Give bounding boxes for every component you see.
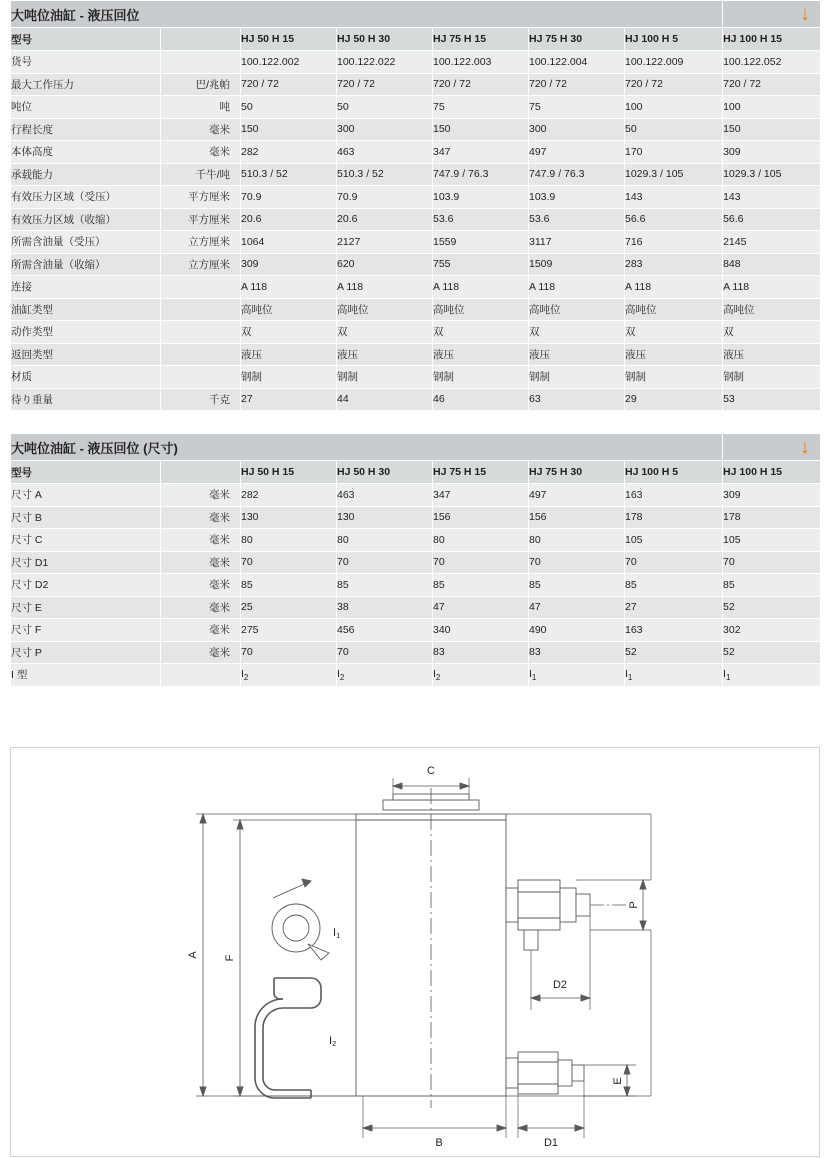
row-value: 1029.3 / 105 bbox=[625, 163, 723, 186]
row-value: 490 bbox=[529, 619, 625, 642]
row-value: 130 bbox=[337, 506, 433, 529]
table2-arrow-cell[interactable] bbox=[723, 434, 821, 461]
row-value: 720 / 72 bbox=[625, 73, 723, 96]
row-unit: 千克 bbox=[161, 388, 241, 411]
row-value: 309 bbox=[241, 253, 337, 276]
row-value: 156 bbox=[529, 506, 625, 529]
row-value: 液压 bbox=[723, 343, 821, 366]
row-value: 38 bbox=[337, 596, 433, 619]
download-arrow-icon[interactable]: ↓ bbox=[800, 435, 811, 458]
dim-label-i1: I1 bbox=[333, 926, 341, 940]
row-value: 25 bbox=[241, 596, 337, 619]
row-value-sub: 1 bbox=[627, 672, 633, 682]
table-row bbox=[11, 664, 821, 687]
row-value: 85 bbox=[337, 574, 433, 597]
row-unit bbox=[161, 51, 241, 74]
row-value: 液压 bbox=[529, 343, 625, 366]
row-label: 有效压力区域（收缩） bbox=[11, 208, 161, 231]
row-unit: 平方厘米 bbox=[161, 208, 241, 231]
row-value: 80 bbox=[433, 529, 529, 552]
row-unit: 毫米 bbox=[161, 529, 241, 552]
table1-header-5: HJ 75 H 30 bbox=[529, 28, 625, 51]
row-value: 53.6 bbox=[529, 208, 625, 231]
row-value: A 118 bbox=[241, 276, 337, 299]
row-value: 105 bbox=[723, 529, 821, 552]
table1-header-1 bbox=[161, 28, 241, 51]
row-value: 100.122.009 bbox=[625, 51, 723, 74]
row-value: 1509 bbox=[529, 253, 625, 276]
row-value: 钢制 bbox=[337, 366, 433, 389]
row-value: 302 bbox=[723, 619, 821, 642]
row-label: 返回类型 bbox=[11, 343, 161, 366]
row-value: 130 bbox=[241, 506, 337, 529]
row-value: 100.122.003 bbox=[433, 51, 529, 74]
table2-header-6: HJ 100 H 5 bbox=[625, 461, 723, 484]
table-row bbox=[11, 506, 821, 529]
row-value: 75 bbox=[529, 96, 625, 119]
row-label: 货号 bbox=[11, 51, 161, 74]
table-row bbox=[11, 276, 821, 299]
spec-table-dimensions bbox=[10, 433, 821, 687]
row-label: 吨位 bbox=[11, 96, 161, 119]
row-value: 高吨位 bbox=[529, 298, 625, 321]
row-value: 150 bbox=[433, 118, 529, 141]
dim-label-d2: D2 bbox=[552, 978, 568, 991]
row-unit bbox=[161, 298, 241, 321]
row-unit bbox=[161, 343, 241, 366]
table1-header-0: 型号 bbox=[11, 28, 161, 51]
row-value: 282 bbox=[241, 141, 337, 164]
row-value: 钢制 bbox=[625, 366, 723, 389]
row-value: 143 bbox=[625, 186, 723, 209]
row-value: 143 bbox=[723, 186, 821, 209]
row-value: 510.3 / 52 bbox=[241, 163, 337, 186]
row-value: 340 bbox=[433, 619, 529, 642]
row-value: 70 bbox=[723, 551, 821, 574]
row-unit: 千牛/吨 bbox=[161, 163, 241, 186]
row-value-sub: 1 bbox=[531, 672, 537, 682]
row-unit bbox=[161, 664, 241, 687]
row-value: 钢制 bbox=[723, 366, 821, 389]
row-label: 尺寸 D1 bbox=[11, 551, 161, 574]
row-value: 85 bbox=[529, 574, 625, 597]
row-value: 75 bbox=[433, 96, 529, 119]
spec-table-main bbox=[10, 0, 821, 411]
row-unit: 毫米 bbox=[161, 506, 241, 529]
table-row bbox=[11, 298, 821, 321]
row-value: 3117 bbox=[529, 231, 625, 254]
row-value: 85 bbox=[625, 574, 723, 597]
table1-header-6: HJ 100 H 5 bbox=[625, 28, 723, 51]
table1-header-2: HJ 50 H 15 bbox=[241, 28, 337, 51]
table-row bbox=[11, 231, 821, 254]
row-value: 103.9 bbox=[529, 186, 625, 209]
table-row bbox=[11, 551, 821, 574]
table-row bbox=[11, 73, 821, 96]
row-value: 347 bbox=[433, 484, 529, 507]
row-value: 70 bbox=[337, 551, 433, 574]
row-value: 275 bbox=[241, 619, 337, 642]
row-value: 463 bbox=[337, 141, 433, 164]
row-value: 463 bbox=[337, 484, 433, 507]
row-value: 80 bbox=[337, 529, 433, 552]
download-arrow-icon[interactable]: ↓ bbox=[800, 2, 811, 25]
row-value: 497 bbox=[529, 484, 625, 507]
row-unit: 立方厘米 bbox=[161, 231, 241, 254]
row-value: 50 bbox=[625, 118, 723, 141]
drawing-gap bbox=[10, 687, 820, 747]
row-unit: 平方厘米 bbox=[161, 186, 241, 209]
row-value: 70 bbox=[529, 551, 625, 574]
row-value: 1029.3 / 105 bbox=[723, 163, 821, 186]
row-unit bbox=[161, 366, 241, 389]
table1-arrow-cell[interactable] bbox=[723, 1, 821, 28]
row-value: 70 bbox=[337, 641, 433, 664]
row-value: 283 bbox=[625, 253, 723, 276]
dim-label-f: F bbox=[224, 954, 236, 961]
row-unit: 吨 bbox=[161, 96, 241, 119]
table1-header-row bbox=[11, 28, 821, 51]
row-value: 103.9 bbox=[433, 186, 529, 209]
row-value: 高吨位 bbox=[241, 298, 337, 321]
technical-drawing bbox=[10, 747, 820, 1157]
row-label: 最大工作压力 bbox=[11, 73, 161, 96]
row-label: 待り重量 bbox=[11, 388, 161, 411]
table2-header-4: HJ 75 H 15 bbox=[433, 461, 529, 484]
table-row bbox=[11, 51, 821, 74]
row-label: 尺寸 A bbox=[11, 484, 161, 507]
row-label: 承载能力 bbox=[11, 163, 161, 186]
table2-header-0: 型号 bbox=[11, 461, 161, 484]
row-value: 755 bbox=[433, 253, 529, 276]
table2-title-row bbox=[11, 434, 821, 461]
row-value: A 118 bbox=[337, 276, 433, 299]
row-value: 70 bbox=[241, 551, 337, 574]
row-value: A 118 bbox=[723, 276, 821, 299]
table-row bbox=[11, 641, 821, 664]
row-value: 178 bbox=[625, 506, 723, 529]
row-value: 105 bbox=[625, 529, 723, 552]
row-value: 85 bbox=[723, 574, 821, 597]
row-value: 80 bbox=[529, 529, 625, 552]
row-value: 309 bbox=[723, 141, 821, 164]
row-value: 1559 bbox=[433, 231, 529, 254]
row-value: 52 bbox=[723, 596, 821, 619]
row-value: 53.6 bbox=[433, 208, 529, 231]
row-value: 100.122.052 bbox=[723, 51, 821, 74]
row-value: 497 bbox=[529, 141, 625, 164]
row-label: 尺寸 E bbox=[11, 596, 161, 619]
row-label: 所需含油量（受压） bbox=[11, 231, 161, 254]
table1-title-row bbox=[11, 1, 821, 28]
dim-label-d1: D1 bbox=[543, 1136, 559, 1149]
row-value: A 118 bbox=[625, 276, 723, 299]
row-value: 20.6 bbox=[241, 208, 337, 231]
table2-header-5: HJ 75 H 30 bbox=[529, 461, 625, 484]
table2-title: 大吨位油缸 - 液压回位 (尺寸) bbox=[11, 434, 723, 461]
row-unit: 立方厘米 bbox=[161, 253, 241, 276]
row-unit: 毫米 bbox=[161, 619, 241, 642]
row-label: 动作类型 bbox=[11, 321, 161, 344]
row-unit: 毫米 bbox=[161, 141, 241, 164]
dim-label-c: C bbox=[427, 764, 435, 777]
row-label: 连接 bbox=[11, 276, 161, 299]
row-unit: 毫米 bbox=[161, 118, 241, 141]
row-value: 510.3 / 52 bbox=[337, 163, 433, 186]
row-label: I 型 bbox=[11, 664, 161, 687]
row-value: 70.9 bbox=[337, 186, 433, 209]
row-value: 100.122.002 bbox=[241, 51, 337, 74]
row-value: 163 bbox=[625, 484, 723, 507]
dim-label-a: A bbox=[187, 950, 199, 959]
row-label: 尺寸 B bbox=[11, 506, 161, 529]
table-row bbox=[11, 343, 821, 366]
row-value: 150 bbox=[723, 118, 821, 141]
row-value: 70 bbox=[241, 641, 337, 664]
row-value: 钢制 bbox=[433, 366, 529, 389]
row-value: 70 bbox=[625, 551, 723, 574]
table-row bbox=[11, 208, 821, 231]
table-row bbox=[11, 96, 821, 119]
row-unit: 毫米 bbox=[161, 596, 241, 619]
row-value: 63 bbox=[529, 388, 625, 411]
row-value: 100 bbox=[625, 96, 723, 119]
row-value-subscript: $I_2$ bbox=[241, 664, 337, 687]
row-value: 2145 bbox=[723, 231, 821, 254]
row-value: 85 bbox=[241, 574, 337, 597]
row-value: 309 bbox=[723, 484, 821, 507]
row-value: 50 bbox=[337, 96, 433, 119]
dim-label-p: P bbox=[628, 900, 640, 909]
table1-header-3: HJ 50 H 30 bbox=[337, 28, 433, 51]
table2-header-3: HJ 50 H 30 bbox=[337, 461, 433, 484]
row-value: 高吨位 bbox=[625, 298, 723, 321]
row-value: 156 bbox=[433, 506, 529, 529]
row-label: 尺寸 P bbox=[11, 641, 161, 664]
row-value: A 118 bbox=[529, 276, 625, 299]
row-value: 720 / 72 bbox=[241, 73, 337, 96]
row-label: 有效压力区域（受压） bbox=[11, 186, 161, 209]
row-value: 50 bbox=[241, 96, 337, 119]
table-row bbox=[11, 388, 821, 411]
row-value: 70 bbox=[433, 551, 529, 574]
row-value: 100.122.022 bbox=[337, 51, 433, 74]
row-label: 尺寸 D2 bbox=[11, 574, 161, 597]
row-value: 钢制 bbox=[241, 366, 337, 389]
row-value: 747.9 / 76.3 bbox=[433, 163, 529, 186]
row-value: 双 bbox=[337, 321, 433, 344]
row-value: 347 bbox=[433, 141, 529, 164]
row-value: 747.9 / 76.3 bbox=[529, 163, 625, 186]
row-value: 20.6 bbox=[337, 208, 433, 231]
row-value: 46 bbox=[433, 388, 529, 411]
row-value: 85 bbox=[433, 574, 529, 597]
row-value: 100.122.004 bbox=[529, 51, 625, 74]
cylinder-drawing-svg bbox=[11, 748, 819, 1156]
row-value: 高吨位 bbox=[433, 298, 529, 321]
row-value: 56.6 bbox=[625, 208, 723, 231]
row-unit bbox=[161, 276, 241, 299]
row-value-subscript: $I_2$ bbox=[433, 664, 529, 687]
table-row bbox=[11, 321, 821, 344]
row-unit: 毫米 bbox=[161, 551, 241, 574]
row-value: 720 / 72 bbox=[433, 73, 529, 96]
row-label: 油缸类型 bbox=[11, 298, 161, 321]
dim-label-b: B bbox=[435, 1136, 443, 1149]
table2-header-1 bbox=[161, 461, 241, 484]
row-value: 液压 bbox=[433, 343, 529, 366]
row-value: 848 bbox=[723, 253, 821, 276]
row-label: 所需含油量（收缩） bbox=[11, 253, 161, 276]
table-row bbox=[11, 141, 821, 164]
row-unit: 毫米 bbox=[161, 574, 241, 597]
table2-header-7: HJ 100 H 15 bbox=[723, 461, 821, 484]
table1-title: 大吨位油缸 - 液压回位 bbox=[11, 1, 723, 28]
row-value-sub: 2 bbox=[339, 672, 345, 682]
row-value-sub: 1 bbox=[725, 672, 731, 682]
row-value: 620 bbox=[337, 253, 433, 276]
row-value: 720 / 72 bbox=[337, 73, 433, 96]
row-value: 47 bbox=[433, 596, 529, 619]
row-value: 53 bbox=[723, 388, 821, 411]
row-value: 高吨位 bbox=[337, 298, 433, 321]
row-value: 液压 bbox=[241, 343, 337, 366]
dim-label-e: E bbox=[612, 1076, 624, 1085]
table-row bbox=[11, 163, 821, 186]
dim-label-i2: I2 bbox=[329, 1034, 337, 1048]
row-label: 尺寸 F bbox=[11, 619, 161, 642]
row-value-subscript: $I_1$ bbox=[723, 664, 821, 687]
row-label: 本体高度 bbox=[11, 141, 161, 164]
table-row bbox=[11, 366, 821, 389]
row-value: 52 bbox=[625, 641, 723, 664]
table-row bbox=[11, 253, 821, 276]
row-value: 52 bbox=[723, 641, 821, 664]
row-value: 钢制 bbox=[529, 366, 625, 389]
row-value: 70.9 bbox=[241, 186, 337, 209]
row-unit: 巴/兆帕 bbox=[161, 73, 241, 96]
row-value: 170 bbox=[625, 141, 723, 164]
row-unit: 毫米 bbox=[161, 641, 241, 664]
row-value: 44 bbox=[337, 388, 433, 411]
row-value: 双 bbox=[625, 321, 723, 344]
row-value: 716 bbox=[625, 231, 723, 254]
row-value: 27 bbox=[241, 388, 337, 411]
table1-header-7: HJ 100 H 15 bbox=[723, 28, 821, 51]
row-value: 29 bbox=[625, 388, 723, 411]
row-value-subscript: $I_2$ bbox=[337, 664, 433, 687]
row-value: 双 bbox=[529, 321, 625, 344]
row-label: 尺寸 C bbox=[11, 529, 161, 552]
table-row bbox=[11, 619, 821, 642]
row-value: 液压 bbox=[625, 343, 723, 366]
row-value: 720 / 72 bbox=[723, 73, 821, 96]
table-row bbox=[11, 186, 821, 209]
table-row bbox=[11, 484, 821, 507]
table-row bbox=[11, 529, 821, 552]
row-value: 83 bbox=[433, 641, 529, 664]
row-value: 150 bbox=[241, 118, 337, 141]
row-label: 行程长度 bbox=[11, 118, 161, 141]
row-value: 300 bbox=[337, 118, 433, 141]
table-row bbox=[11, 596, 821, 619]
row-value: 80 bbox=[241, 529, 337, 552]
row-value-sub: 2 bbox=[435, 672, 441, 682]
row-value: 双 bbox=[433, 321, 529, 344]
row-value-sub: 2 bbox=[243, 672, 249, 682]
row-value: 1064 bbox=[241, 231, 337, 254]
row-value: A 118 bbox=[433, 276, 529, 299]
table-row bbox=[11, 574, 821, 597]
table2-header-2: HJ 50 H 15 bbox=[241, 461, 337, 484]
row-unit bbox=[161, 321, 241, 344]
row-value: 83 bbox=[529, 641, 625, 664]
row-value: 163 bbox=[625, 619, 723, 642]
table1-header-4: HJ 75 H 15 bbox=[433, 28, 529, 51]
row-value-subscript: $I_1$ bbox=[625, 664, 723, 687]
row-label: 材质 bbox=[11, 366, 161, 389]
row-value: 456 bbox=[337, 619, 433, 642]
row-value: 2127 bbox=[337, 231, 433, 254]
row-value: 282 bbox=[241, 484, 337, 507]
row-value-subscript: $I_1$ bbox=[529, 664, 625, 687]
table2-header-row bbox=[11, 461, 821, 484]
row-value: 高吨位 bbox=[723, 298, 821, 321]
row-value: 双 bbox=[723, 321, 821, 344]
row-value: 液压 bbox=[337, 343, 433, 366]
row-value: 56.6 bbox=[723, 208, 821, 231]
row-value: 720 / 72 bbox=[529, 73, 625, 96]
row-value: 47 bbox=[529, 596, 625, 619]
table-row bbox=[11, 118, 821, 141]
row-value: 27 bbox=[625, 596, 723, 619]
table-gap bbox=[10, 411, 820, 433]
row-value: 300 bbox=[529, 118, 625, 141]
row-value: 178 bbox=[723, 506, 821, 529]
row-value: 双 bbox=[241, 321, 337, 344]
row-value: 100 bbox=[723, 96, 821, 119]
row-unit: 毫米 bbox=[161, 484, 241, 507]
